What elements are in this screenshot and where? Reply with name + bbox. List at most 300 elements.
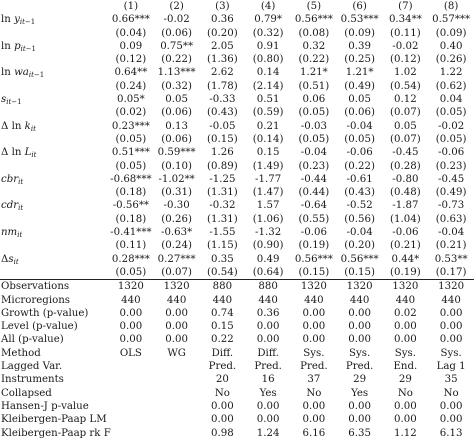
- coefficient-cell: 0.14: [256, 67, 280, 79]
- standard-error-cell: (1.47): [252, 187, 284, 199]
- standard-error-row: [0, 27, 474, 40]
- coefficient-cell: -0.06: [392, 227, 419, 239]
- column-header: (7): [398, 1, 413, 12]
- standard-error-cell: (0.62): [435, 80, 467, 92]
- statistic-cell: Yes: [351, 387, 369, 399]
- standard-error-cell: (0.06): [161, 133, 192, 145]
- statistic-row: [0, 333, 474, 346]
- standard-error-cell: (1.31): [207, 213, 238, 225]
- standard-error-cell: (0.54): [207, 266, 238, 278]
- statistic-label: Instruments: [1, 374, 64, 386]
- statistic-cell: 0.00: [165, 307, 188, 319]
- coefficient-row: [0, 146, 474, 159]
- statistic-cell: 440: [441, 294, 461, 306]
- statistic-cell: End.: [393, 361, 418, 373]
- statistic-cell: 440: [304, 294, 324, 306]
- statistic-cell: 0.00: [394, 400, 417, 412]
- standard-error-row: [0, 80, 474, 93]
- standard-error-cell: (0.17): [435, 266, 467, 278]
- standard-error-cell: (0.54): [390, 80, 421, 92]
- coefficient-row: [0, 93, 474, 106]
- coefficient-cell: 1.21*: [299, 67, 328, 79]
- coefficient-cell: -0.04: [300, 147, 327, 159]
- coefficient-cell: 0.09: [119, 40, 143, 52]
- standard-error-cell: (1.15): [207, 240, 238, 252]
- standard-error-cell: (0.06): [161, 107, 192, 119]
- standard-error-cell: (0.11): [115, 240, 147, 252]
- coefficient-cell: -0.56**: [112, 200, 150, 212]
- standard-error-cell: (0.07): [390, 133, 421, 145]
- standard-error-cell: (0.59): [252, 107, 284, 119]
- statistic-cell: 6.13: [439, 427, 463, 439]
- coefficient-cell: 0.79*: [254, 14, 283, 26]
- standard-error-cell: (1.31): [207, 187, 238, 199]
- statistic-label: All (p-value): [1, 334, 64, 346]
- statistic-cell: 0.00: [394, 414, 417, 426]
- statistic-cell: 880: [200, 280, 246, 294]
- statistic-cell: Pred.: [208, 361, 237, 373]
- standard-error-cell: (0.48): [390, 187, 421, 199]
- standard-error-cell: (0.56): [344, 213, 375, 225]
- coefficient-cell: 2.05: [211, 40, 234, 52]
- coefficient-cell: 0.13: [165, 120, 188, 132]
- standard-error-cell: (0.55): [298, 213, 330, 225]
- coefficient-cell: 0.23***: [111, 120, 150, 132]
- header-blank-cell: [0, 0, 108, 13]
- statistic-label: Kleibergen-Paap LM: [1, 414, 107, 426]
- coefficient-cell: 0.04: [439, 94, 463, 106]
- standard-error-cell: (0.32): [161, 80, 192, 92]
- statistics-section: [0, 280, 474, 440]
- blank-label-cell: [0, 213, 108, 226]
- statistic-cell: 0.00: [302, 321, 326, 333]
- standard-error-cell: (0.43): [344, 187, 375, 199]
- coefficient-cell: 0.44*: [391, 253, 420, 265]
- statistic-cell: OLS: [119, 347, 142, 359]
- statistic-cell: [108, 400, 154, 413]
- statistic-cell: Pred.: [300, 361, 328, 373]
- standard-error-cell: (0.10): [161, 160, 192, 172]
- coefficient-cell: -1.32: [255, 227, 282, 239]
- variable-label: $\ln p_{it-1}$: [1, 40, 36, 53]
- coefficient-row: [0, 40, 474, 53]
- standard-error-cell: (0.22): [344, 160, 375, 172]
- statistic-cell: [108, 413, 154, 426]
- statistic-cell: [154, 400, 200, 413]
- statistic-cell: 1320: [291, 280, 337, 294]
- column-header: (4): [260, 1, 276, 12]
- standard-error-cell: (0.64): [252, 266, 284, 278]
- statistic-cell: [154, 413, 200, 426]
- coefficient-cell: -0.30: [163, 200, 190, 212]
- coefficient-cell: 0.53***: [340, 14, 379, 26]
- coefficient-row: [0, 66, 474, 79]
- statistic-row: [0, 280, 474, 294]
- statistic-cell: No: [306, 387, 322, 399]
- statistic-label: Hansen-J p-value: [1, 400, 89, 412]
- standard-error-cell: (0.05): [298, 133, 330, 145]
- statistic-cell: 37: [307, 374, 321, 386]
- standard-error-row: [0, 213, 474, 226]
- statistic-label: Observations: [0, 280, 108, 294]
- standard-error-cell: (0.12): [390, 54, 421, 66]
- standard-error-row: [0, 186, 474, 199]
- coefficient-cell: 0.05: [348, 94, 371, 106]
- coefficient-cell: -0.33: [209, 94, 236, 106]
- standard-error-cell: (0.15): [298, 266, 330, 278]
- coefficient-cell: -0.52: [346, 200, 373, 212]
- blank-label-cell: [0, 133, 108, 146]
- statistic-row: [0, 413, 474, 426]
- standard-error-cell: (0.32): [252, 27, 284, 39]
- statistic-cell: 16: [261, 374, 275, 386]
- coefficient-cell: -0.06: [438, 147, 465, 159]
- standard-error-cell: (0.24): [115, 80, 147, 92]
- coefficient-cell: 0.21: [256, 120, 280, 132]
- standard-error-cell: (1.49): [252, 160, 284, 172]
- standard-error-cell: (0.49): [344, 80, 375, 92]
- statistic-label: Level (p-value): [1, 321, 78, 333]
- statistic-cell: 0.00: [394, 334, 417, 346]
- coefficient-cell: -0.05: [209, 120, 236, 132]
- statistic-cell: [108, 387, 154, 400]
- coefficient-row: [0, 173, 474, 186]
- coefficient-row: [0, 13, 474, 26]
- statistic-cell: 1320: [108, 280, 154, 294]
- variable-label: cdr$_{it}$: [1, 200, 24, 213]
- variable-label: $s_{it-1}$: [1, 94, 22, 107]
- coefficient-cell: 1.21*: [345, 67, 374, 79]
- coefficient-cell: -0.63*: [161, 227, 193, 239]
- coefficient-cell: -0.04: [438, 227, 465, 239]
- coefficient-cell: -0.44: [300, 173, 327, 185]
- standard-error-row: [0, 160, 474, 173]
- statistic-cell: 0.00: [302, 400, 326, 412]
- statistic-cell: 0.00: [256, 400, 280, 412]
- standard-error-cell: (0.07): [161, 266, 192, 278]
- standard-error-cell: (0.20): [207, 27, 238, 39]
- standard-error-cell: (0.89): [207, 160, 238, 172]
- coefficient-cell: 0.56***: [294, 253, 333, 265]
- statistic-label: Collapsed: [1, 387, 52, 399]
- statistic-cell: 0.00: [348, 400, 371, 412]
- column-header: (2): [169, 1, 184, 12]
- standard-error-cell: (0.06): [344, 107, 375, 119]
- standard-error-cell: (0.63): [435, 213, 467, 225]
- standard-error-cell: (0.15): [344, 266, 375, 278]
- statistic-cell: 0.02: [394, 307, 417, 319]
- statistic-cell: Sys.: [303, 347, 325, 359]
- statistic-row: [0, 307, 474, 320]
- statistic-label: Growth (p-value): [1, 307, 89, 319]
- statistic-cell: Diff.: [257, 347, 279, 359]
- coefficient-cell: 0.57***: [432, 14, 471, 26]
- statistic-cell: 0.00: [394, 321, 417, 333]
- statistic-cell: 0.00: [119, 334, 143, 346]
- statistic-cell: WG: [167, 347, 186, 359]
- coefficient-cell: 0.06: [302, 94, 326, 106]
- statistic-cell: 0.00: [256, 334, 280, 346]
- coefficient-cell: -0.04: [346, 227, 373, 239]
- statistic-cell: 35: [444, 374, 458, 386]
- coefficient-cell: 1.22: [439, 67, 463, 79]
- standard-error-cell: (0.26): [161, 213, 192, 225]
- coefficient-cell: 0.40: [439, 40, 463, 52]
- statistic-label: Method: [1, 347, 41, 359]
- standard-error-cell: (0.02): [115, 107, 147, 119]
- coefficient-cell: -0.45: [438, 173, 465, 185]
- coefficient-cell: 0.36: [211, 14, 234, 26]
- variable-label: cbr$_{it}$: [1, 173, 24, 186]
- coefficient-cell: 0.39: [348, 40, 371, 52]
- standard-error-row: [0, 106, 474, 119]
- blank-label-cell: [0, 80, 108, 93]
- standard-error-cell: (0.31): [161, 187, 192, 199]
- statistic-cell: 0.00: [165, 334, 188, 346]
- statistic-cell: Yes: [259, 387, 277, 399]
- statistic-cell: 0.00: [119, 321, 143, 333]
- blank-label-cell: [0, 266, 108, 280]
- coefficient-cell: 0.49: [256, 253, 280, 265]
- coefficient-cell: 0.56***: [294, 14, 333, 26]
- coefficient-cell: -0.61: [346, 173, 373, 185]
- statistic-cell: 0.00: [348, 307, 371, 319]
- blank-label-cell: [0, 53, 108, 66]
- standard-error-cell: (0.80): [252, 54, 284, 66]
- coefficient-cell: 0.91: [256, 40, 280, 52]
- standard-error-row: [0, 53, 474, 66]
- standard-error-cell: (0.14): [252, 133, 284, 145]
- variable-label: $\ln wa_{it-1}$: [1, 67, 45, 80]
- coefficient-cell: 0.27***: [157, 253, 196, 265]
- standard-error-cell: (2.14): [252, 80, 284, 92]
- column-header: (6): [352, 1, 367, 12]
- statistic-cell: 0.00: [348, 321, 371, 333]
- statistic-row: [0, 400, 474, 413]
- coefficient-cell: 0.05*: [116, 94, 145, 106]
- statistic-cell: [154, 427, 200, 440]
- standard-error-cell: (0.19): [298, 240, 330, 252]
- standard-error-cell: (0.04): [115, 27, 147, 39]
- variable-label: $\ln y_{it-1}$: [1, 14, 36, 27]
- statistic-cell: 0.98: [211, 427, 234, 439]
- coefficient-cell: -0.06: [346, 147, 373, 159]
- column-header: (3): [215, 1, 230, 12]
- standard-error-cell: (1.06): [252, 213, 284, 225]
- coefficient-section: [0, 13, 474, 279]
- blank-label-cell: [0, 106, 108, 119]
- statistic-cell: [154, 387, 200, 400]
- standard-error-cell: (0.26): [435, 54, 467, 66]
- coefficient-cell: 2.62: [211, 67, 234, 79]
- standard-error-cell: (0.05): [435, 107, 467, 119]
- blank-label-cell: [0, 186, 108, 199]
- coefficient-cell: 0.53**: [434, 253, 468, 265]
- coefficient-row: [0, 199, 474, 212]
- statistic-cell: 0.00: [439, 334, 463, 346]
- coefficient-cell: 0.34**: [388, 14, 422, 26]
- statistic-cell: 1.12: [394, 427, 417, 439]
- statistic-cell: 440: [395, 294, 416, 306]
- statistic-row: [0, 373, 474, 386]
- standard-error-cell: (0.44): [298, 187, 330, 199]
- statistic-cell: 1320: [383, 280, 429, 294]
- standard-error-cell: (0.51): [298, 80, 330, 92]
- statistic-cell: 0.00: [439, 307, 463, 319]
- coefficient-cell: 0.56***: [340, 253, 379, 265]
- standard-error-cell: (0.43): [207, 107, 238, 119]
- statistic-cell: 0.00: [256, 321, 280, 333]
- statistic-cell: 20: [215, 374, 229, 386]
- statistic-row: [0, 360, 474, 373]
- statistic-cell: [154, 373, 200, 386]
- standard-error-cell: (0.08): [298, 27, 330, 39]
- statistic-cell: 6.35: [348, 427, 371, 439]
- statistic-cell: 1.24: [256, 427, 280, 439]
- standard-error-row: [0, 133, 474, 146]
- coefficient-cell: 0.51***: [111, 147, 150, 159]
- standard-error-cell: (1.78): [207, 80, 238, 92]
- statistic-cell: 440: [166, 294, 187, 306]
- statistic-cell: 440: [349, 294, 370, 306]
- coefficient-cell: 0.35: [211, 253, 234, 265]
- standard-error-cell: (0.24): [161, 240, 192, 252]
- coefficient-cell: 0.59***: [157, 147, 196, 159]
- standard-error-cell: (0.07): [390, 107, 421, 119]
- coefficient-cell: 0.66***: [111, 14, 150, 26]
- standard-error-cell: (0.18): [115, 187, 147, 199]
- standard-error-cell: (0.05): [435, 133, 467, 145]
- coefficient-cell: -1.02**: [158, 173, 195, 185]
- coefficient-cell: -0.32: [209, 200, 236, 212]
- column-header: (1): [123, 1, 139, 12]
- column-header: (8): [443, 1, 459, 12]
- coefficient-cell: -0.04: [346, 120, 373, 132]
- coefficient-cell: -0.73: [438, 200, 465, 212]
- standard-error-cell: (0.09): [344, 27, 375, 39]
- coefficient-cell: 0.75**: [160, 40, 194, 52]
- statistic-cell: 0.00: [302, 414, 326, 426]
- statistic-cell: 440: [212, 294, 233, 306]
- statistic-cell: 0.00: [302, 334, 326, 346]
- coefficient-cell: 0.15: [256, 147, 280, 159]
- statistic-row: [0, 294, 474, 307]
- standard-error-cell: (0.09): [435, 27, 467, 39]
- statistic-cell: 0.00: [211, 400, 234, 412]
- statistic-cell: 0.00: [211, 414, 234, 426]
- column-header: (5): [306, 1, 322, 12]
- blank-label-cell: [0, 27, 108, 40]
- statistic-cell: 0.00: [119, 307, 143, 319]
- coefficient-cell: 1.13***: [157, 67, 196, 79]
- standard-error-cell: (0.12): [115, 54, 147, 66]
- coefficient-cell: -0.02: [392, 40, 419, 52]
- statistic-row: [0, 320, 474, 333]
- standard-error-cell: (0.21): [435, 240, 467, 252]
- statistic-row: [0, 387, 474, 400]
- statistic-cell: No: [443, 387, 459, 399]
- coefficient-row: [0, 253, 474, 266]
- coefficient-row: [0, 120, 474, 133]
- standard-error-cell: (0.15): [207, 133, 238, 145]
- statistic-cell: No: [214, 387, 230, 399]
- statistic-label: Microregions: [1, 294, 70, 306]
- statistic-cell: 0.15: [211, 321, 234, 333]
- statistic-cell: 0.00: [439, 321, 463, 333]
- standard-error-cell: (0.05): [115, 160, 147, 172]
- coefficient-cell: -0.80: [392, 173, 419, 185]
- variable-label: Δ $\ln L_{it}$: [1, 147, 37, 160]
- standard-error-cell: (0.05): [344, 133, 375, 145]
- statistic-cell: Sys.: [394, 347, 416, 359]
- standard-error-cell: (0.49): [435, 187, 467, 199]
- statistic-cell: 1320: [428, 280, 474, 294]
- statistic-cell: Sys.: [440, 347, 462, 359]
- blank-label-cell: [0, 239, 108, 252]
- coefficient-cell: 0.51: [256, 94, 280, 106]
- coefficient-cell: -1.77: [255, 173, 282, 185]
- statistic-label: Lagged Var.: [1, 361, 63, 373]
- statistic-cell: No: [397, 387, 413, 399]
- variable-label: Δ $\ln k_{it}$: [1, 120, 36, 133]
- coefficient-cell: -0.41***: [110, 227, 152, 239]
- coefficient-cell: 0.05: [394, 120, 417, 132]
- standard-error-cell: (0.11): [390, 27, 421, 39]
- statistic-cell: Lag 1: [436, 361, 466, 373]
- standard-error-cell: (0.25): [344, 54, 375, 66]
- coefficient-cell: -0.03: [300, 120, 327, 132]
- statistic-cell: [154, 360, 200, 373]
- statistic-cell: Diff.: [211, 347, 234, 359]
- statistic-cell: 0.00: [256, 414, 280, 426]
- standard-error-cell: (0.19): [390, 266, 421, 278]
- standard-error-cell: (0.22): [161, 54, 192, 66]
- coefficient-cell: -0.02: [163, 14, 190, 26]
- statistic-cell: Pred.: [254, 361, 282, 373]
- coefficient-cell: -1.25: [209, 173, 236, 185]
- standard-error-row: [0, 266, 474, 280]
- coefficient-cell: -0.45: [392, 147, 419, 159]
- statistic-cell: 1320: [154, 280, 200, 294]
- standard-error-cell: (1.36): [207, 54, 238, 66]
- coefficient-row: [0, 226, 474, 239]
- statistic-label: Kleibergen-Paap rk F: [1, 427, 111, 439]
- standard-error-cell: (0.23): [435, 160, 467, 172]
- variable-label: $nm_{it}$: [1, 227, 23, 240]
- coefficient-cell: -0.64: [300, 200, 327, 212]
- coefficient-cell: 0.64**: [114, 67, 148, 79]
- standard-error-cell: (0.05): [298, 107, 330, 119]
- statistic-cell: 6.16: [302, 427, 326, 439]
- standard-error-cell: (0.05): [115, 266, 147, 278]
- statistic-row: [0, 347, 474, 360]
- statistic-cell: 1320: [337, 280, 383, 294]
- standard-error-cell: (0.05): [115, 133, 147, 145]
- standard-error-cell: (0.23): [298, 160, 330, 172]
- statistic-cell: 0.22: [211, 334, 234, 346]
- blank-label-cell: [0, 160, 108, 173]
- coefficient-cell: 0.12: [394, 94, 417, 106]
- coefficient-cell: -1.87: [392, 200, 419, 212]
- coefficient-cell: -0.06: [300, 227, 327, 239]
- statistic-cell: 880: [245, 280, 291, 294]
- standard-error-row: [0, 239, 474, 252]
- standard-error-cell: (0.20): [344, 240, 375, 252]
- coefficient-cell: 1.57: [256, 200, 280, 212]
- statistic-cell: 0.00: [348, 334, 371, 346]
- coefficient-cell: -1.55: [209, 227, 236, 239]
- coefficient-cell: 0.05: [165, 94, 188, 106]
